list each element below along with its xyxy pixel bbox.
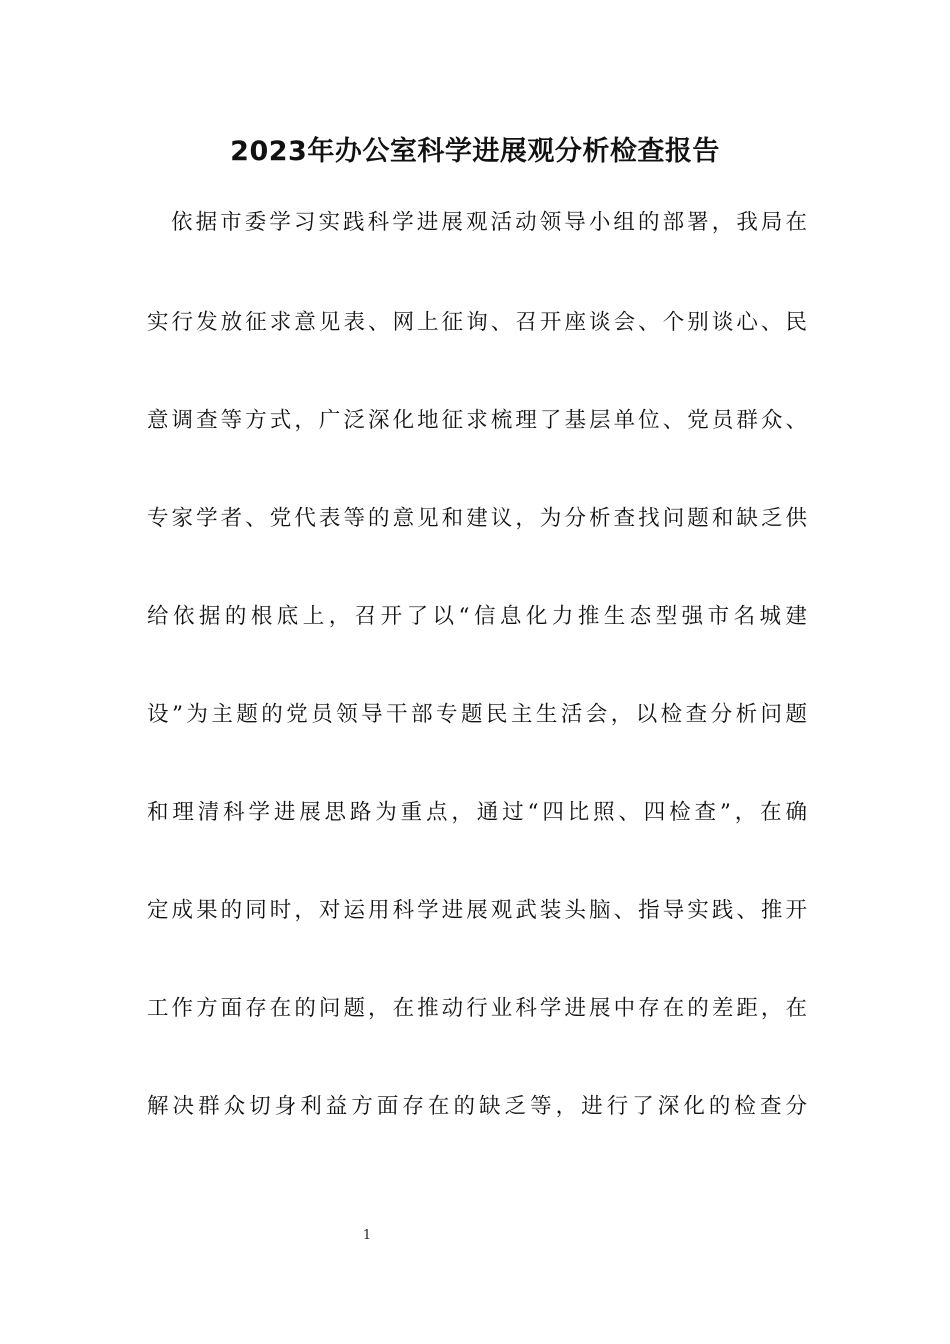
body-line-8: 定成果的同时，对运用科学进展观武装头脑、指导实践、推开 [147,898,807,923]
body-line-5: 给依据的根底上，召开了以“信息化力推生态型强市名城建 [147,604,807,629]
body-line-10: 解决群众切身利益方面存在的缺乏等，进行了深化的检查分 [147,1094,807,1119]
body-line-4: 专家学者、党代表等的意见和建议，为分析查找问题和缺乏供 [147,506,807,531]
body-line-3: 意调查等方式，广泛深化地征求梳理了基层单位、党员群众、 [147,408,807,433]
document-title: 2023年办公室科学进展观分析检查报告 [230,136,720,167]
body-line-1: 依据市委学习实践科学进展观活动领导小组的部署，我局在 [171,210,807,235]
page-number: 1 [362,1228,372,1243]
body-line-9: 工作方面存在的问题，在推动行业科学进展中存在的差距，在 [147,996,807,1021]
body-line-7: 和理清科学进展思路为重点，通过“四比照、四检查”，在确 [147,800,807,825]
body-line-2: 实行发放征求意见表、网上征询、召开座谈会、个别谈心、民 [147,310,807,335]
body-line-6: 设”为主题的党员领导干部专题民主生活会，以检查分析问题 [147,702,807,727]
